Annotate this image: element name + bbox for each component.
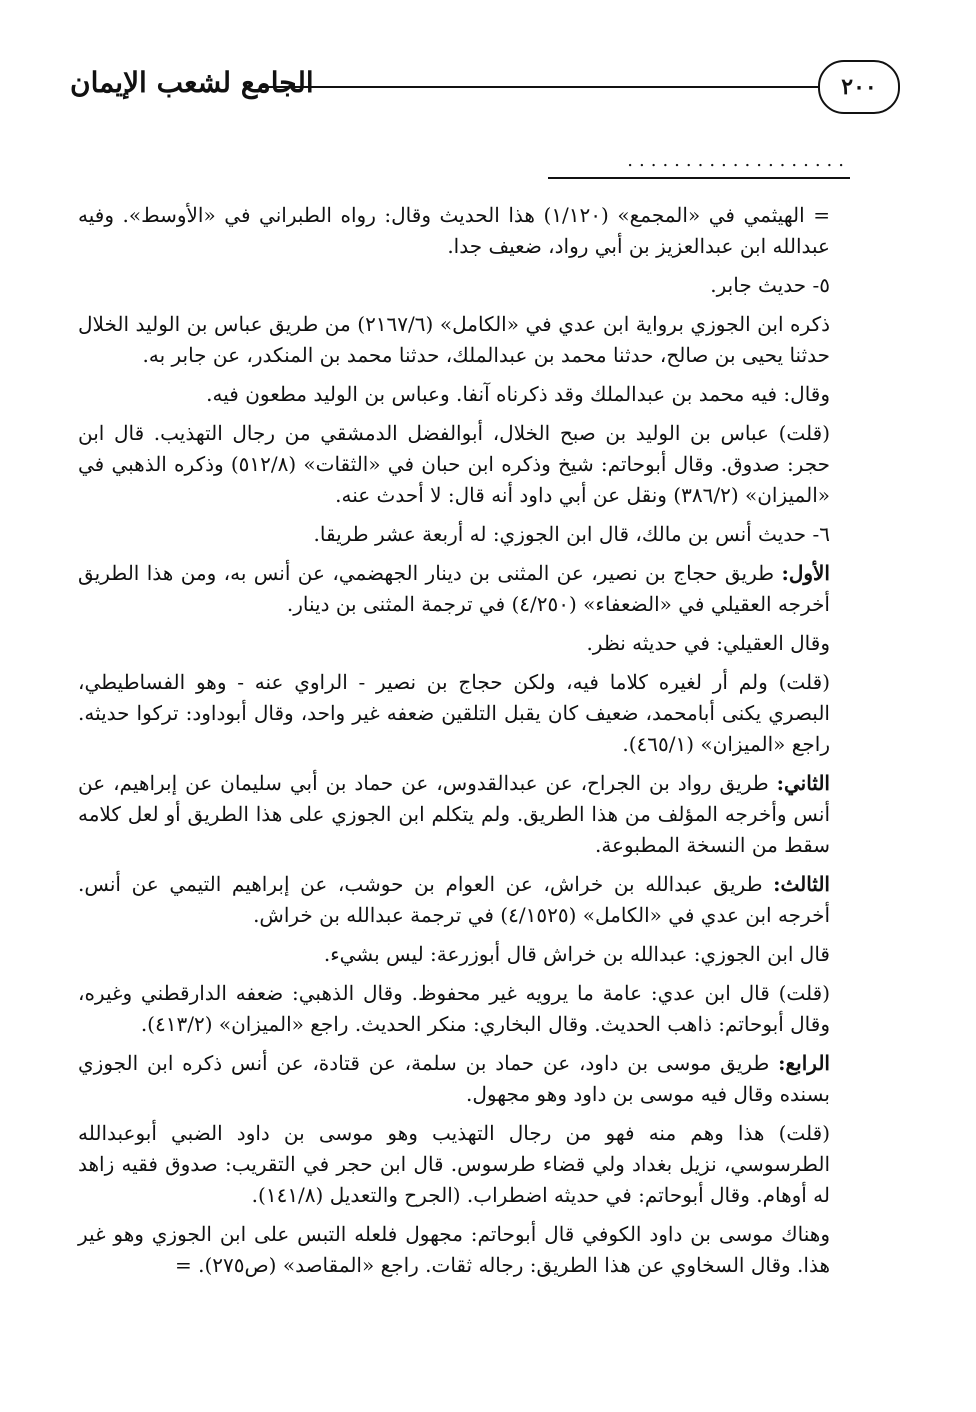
- paragraph: قال ابن الجوزي: عبدالله بن خراش قال أبوزرعة: ليس بشيء.: [323, 942, 830, 966]
- footnote-body: [78, 200, 830, 1289]
- paragraph: الثاني: طريق رواد بن الجراح، عن عبدالقدوس، عن حماد بن أبي سليمان عن إبراهيم، عن أنس وأخرجه المؤلف من هذا الطريق. ولم يتكلم ابن الجوزي على هذا الطريق أو لعل كلامه سقط من النسخة المطبوعة.: [78, 771, 830, 857]
- paragraph: وقال العقيلي: في حديثه نظر.: [586, 631, 830, 655]
- paragraph: ذكره ابن الجوزي برواية ابن عدي في «الكامل» (٢١٦٧/٦) من طريق عباس بن الوليد الخلال حدثنا يحيى بن صالح، حدثنا محمد بن عبدالملك، حدثنا محمد بن المنكدر، عن جابر به.: [78, 312, 830, 367]
- header-rule: [260, 86, 820, 88]
- paragraph: الأول: طريق حجاج بن نصير، عن المثنى بن دينار الجهضمي، عن أنس به، ومن هذا الطريق أخرجه العقيلي في «الضعفاء» (٤/٢٥٠) في ترجمة المثنى بن دينار.: [78, 561, 830, 616]
- paragraph: الثالث: طريق عبدالله بن خراش، عن العوام بن حوشب، عن إبراهيم التيمي عن أنس. أخرجه ابن عدي في «الكامل» (٤/١٥٢٥) في ترجمة عبدالله بن خراش.: [78, 872, 830, 927]
- paragraph: وهناك موسى بن داود الكوفي قال أبوحاتم: مجهول فلعله التبس على ابن الجوزي وهو غير هذا. وقال السخاوي عن هذا الطريق: رجاله ثقات. راجع «المقاصد» (ص٢٧٥). =: [78, 1222, 830, 1277]
- footnote-separator-dots: ...................: [627, 150, 850, 171]
- paragraph: ٥- حديث جابر.: [710, 273, 830, 297]
- paragraph: (قلت) ولم أر لغيره كلاما فيه، ولكن حجاج بن نصير - الراوي عنه - وهو الفساطيطي، البصري يكنى أبامحمد، ضعيف كان يقبل التلقين ضعفه غير واحد، وقال أبوداود: تركوا حديثه. راجع «الميزان» (٤٦٥/١).: [78, 670, 830, 756]
- paragraph: ٦- حديث أنس بن مالك، قال ابن الجوزي: له أربعة عشر طريقا.: [313, 522, 830, 546]
- paragraph: (قلت) عباس بن الوليد بن صبح الخلال، أبوالفضل الدمشقي من رجال التهذيب. قال ابن حجر: صدوق. وقال أبوحاتم: شيخ وذكره ابن حبان في «الثقات» (٥١٢/٨) وذكره الذهبي في «الميزان» (٣٨٦/٢) ونقل عن أبي داود أنه قال: لا أحدث عنه.: [78, 421, 830, 507]
- paragraph: وقال: فيه محمد بن عبدالملك وقد ذكرناه آنفا. وعباس بن الوليد مطعون فيه.: [206, 382, 830, 406]
- footnote-rule: [548, 177, 850, 179]
- page-header: [60, 58, 920, 118]
- paragraph: (قلت) قال ابن عدي: عامة ما يرويه غير محفوظ. وقال الذهبي: ضعفه الدارقطني وغيره، وقال أبوحاتم: ذاهب الحديث. وقال البخاري: منكر الحديث. راجع «الميزان» (٤١٣/٢).: [78, 981, 830, 1036]
- page-number: ٢٠٠: [818, 60, 900, 114]
- paragraph: = الهيثمي في «المجمع» (١/١٢٠) هذا الحديث وقال: رواه الطبراني في «الأوسط». وفيه عبدالله ابن عبدالعزيز بن أبي رواد، ضعيف جدا.: [78, 203, 830, 258]
- paragraph: (قلت) هذا وهم منه فهو من رجال التهذيب وهو موسى بن داود الضبي أبوعبدالله الطرسوسي، نزيل بغداد ولي قضاء طرسوس. قال ابن حجر في التقريب: صدوق فقيه زاهد له أوهام. وقال أبوحاتم: في حديثه اضطراب. (الجرح والتعديل (١٤١/٨).: [78, 1121, 830, 1207]
- book-title: الجامع لشعب الإيمان: [70, 66, 314, 99]
- paragraph: الرابع: طريق موسى بن داود، عن حماد بن سلمة، عن قتادة، عن أنس ذكره ابن الجوزي بسنده وقال فيه موسى بن داود وهو مجهول.: [78, 1051, 830, 1106]
